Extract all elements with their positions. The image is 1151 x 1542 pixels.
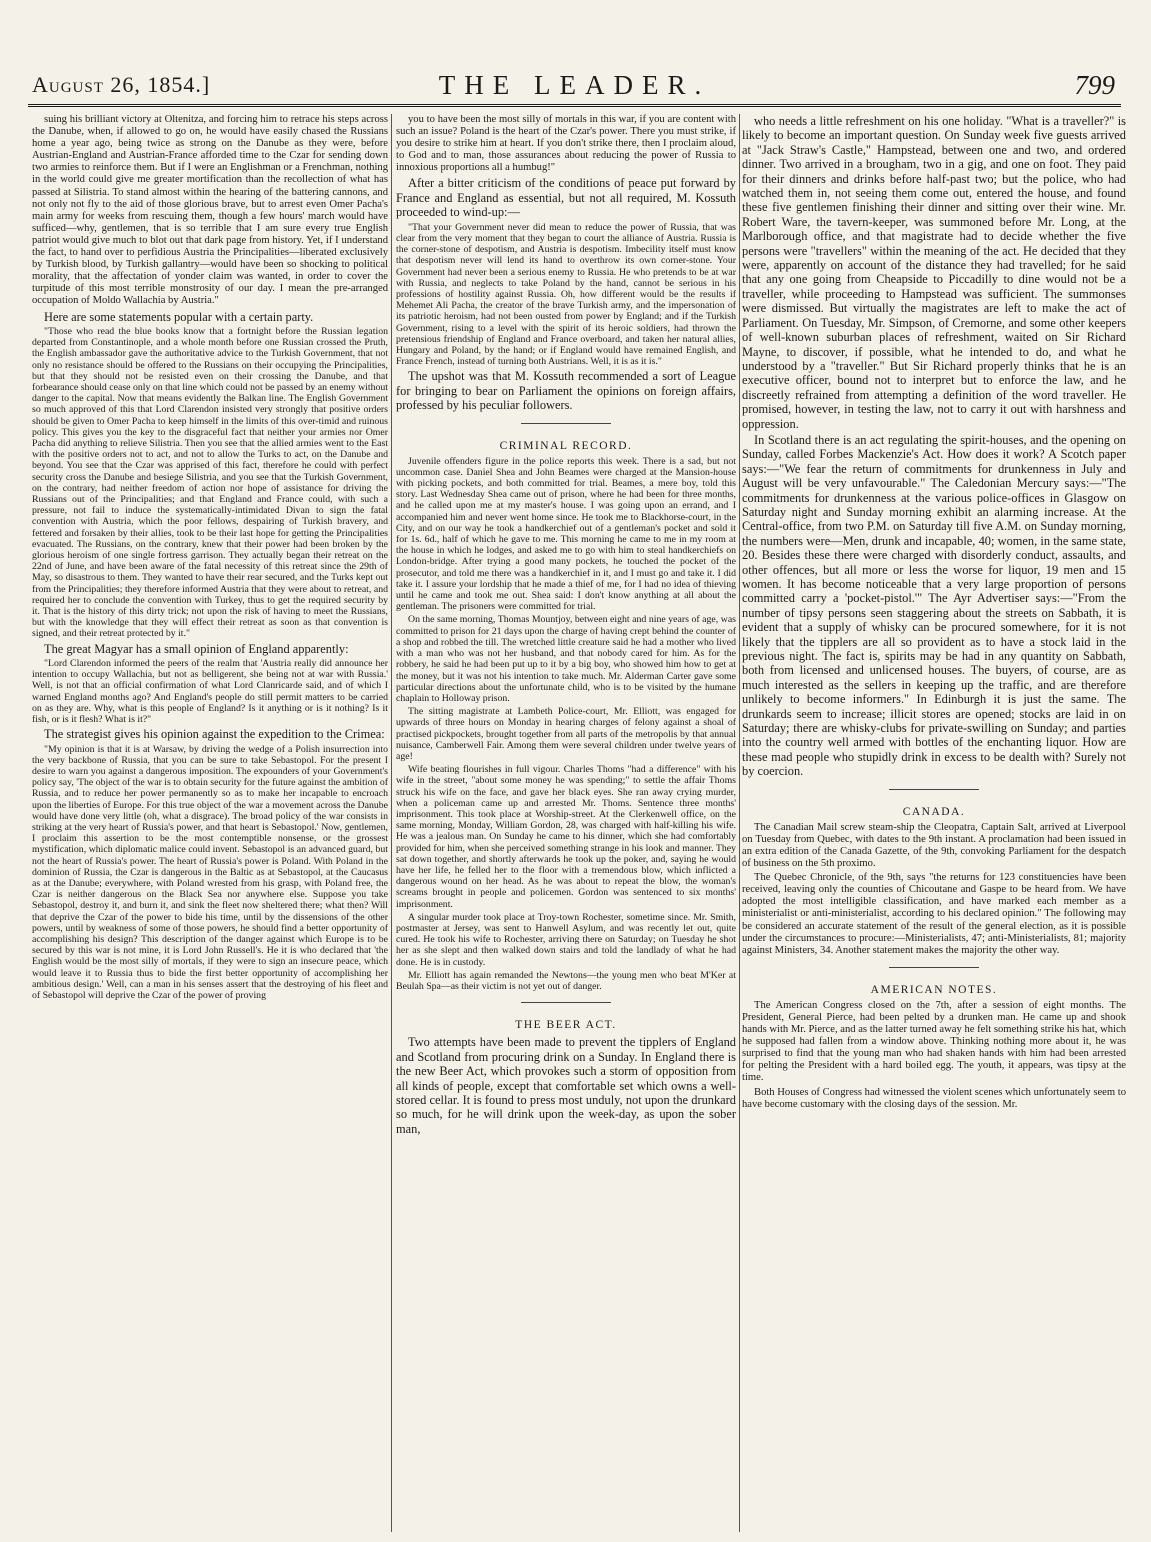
section-divider: [521, 423, 611, 424]
quoted-paragraph: "My opinion is that it is at Warsaw, by driving the wedge of a Polish insurrection into the very backbone of Russia, that you can be sure to take Sebastopol. For the present I desire to warn you against a dangerous imposition. The expounders of your Government's policy say, 'The object of the war is to obtain security for the future against the ambition of Russia, and to reduce her power permanently so as to make her incapable to encroach upon the liberties of Europe. For this true object of the war a movement across the Danube would have done very little (oh, what a disgrace). The broad policy of the war consists in striking at the very heart of Russia's power, and that heart is Sebastopol.' Now, gentlemen, I proclaim this assertion to be the most contemptible nonsense, or the grossest mystification, which diplomatic malice could invent. Sebastopol is an advanced guard, but not the heart of Russia's power. The heart of Russia's power is Poland. With Poland in the dominion of Russia, the Czar is dangerous in the Baltic as at Sebastopol, at the Caucasus as at the Danube; everywhere, with Poland wrested from his grasp, with Poland free, the Czar is neither dangerous on the Black Sea nor anywhere else. Suppose you take Sebastopol, destroy it, and burn it, and sink the fleet now sheltered there; what then? Will that deprive the Czar of the power to bide his time, until by the dissensions of the other powers, until by weakness of some of those powers, he should find a better opportunity of accomplishing his design? This description of the danger against which Europe is to be secured by this war is not mine, it is Lord John Russell's. He it is who declared that 'the English would be the most silly of mortals, if they were to sign an insecure peace, which would leave it to Russia thus to bide the first better opportunity of accomplishing her ambitious design.' Well, can a man in his senses assert that the destroying of his fleet and of Sebastopol will deprive the Czar of the power of proving: [32, 743, 388, 1002]
article-paragraph: Both Houses of Congress had witnessed the violent scenes which unfortunately seem to have become customary with the closing days of the session. Mr.: [742, 1086, 1126, 1110]
issue-date: August 26, 1854.]: [32, 72, 211, 97]
column-3: [742, 114, 1126, 1532]
article-paragraph: The sitting magistrate at Lambeth Police-court, Mr. Elliott, was engaged for upwards of three hours on Monday in hearing charges of felony against a shoal of practised pickpockets, brought together from all parts of the metropolis by that annual nuisance, Camberwell Fair. Among them were several children under twelve years of age!: [396, 706, 736, 762]
article-paragraph: The Quebec Chronicle, of the 9th, says "the returns for 123 constituencies have been received, leaving only the counties of Chicoutane and Gaspe to be heard from. We have adopted the most intelligible classification, and have marked each member as a ministerialist or anti-ministerialist, according to his declared opinion." The following may be considered an accurate statement of the result of the general election, as it is possible under the circumstances to procure:—Ministerialists, 47; anti-Ministerialists, 81; majority against Ministers, 34. Another statement makes the majority the other way.: [742, 872, 1126, 956]
article-paragraph: In Scotland there is an act regulating the spirit-houses, and the opening on Sunday, called Forbes Mackenzie's Act. How does it work? A Scotch paper says:—"We fear the return of commitments for drunkenness in July and August will be very unfavourable." The Caledonian Mercury says:—"The commitments for drunkenness at the various police-offices in Glasgow on Saturday night and Sunday morning exhibit an alarming increase. At the Central-office, from two P.M. on Saturday till five A.M. on Sunday morning, the numbers were—Men, drunk and incapable, 40; women, in the same state, 20. Besides these there were charged with disorderly conduct, assaults, and other offences, but all more or less the worse for liquor, 19 men and 15 women. It has become noticeable that a very large proportion of persons committed carry a 'pocket-pistol.'" The Ayr Advertiser says:—"From the number of tipsy persons seen staggering about the streets on Sabbath, it is evident that a supply of whisky can be procured somewhere, for it is not likely that the tipplers are all so provident as to have a stock laid in the previous night. The fact is, spirits may be had in any quantity on Sabbath, both from licensed and unlicensed houses. The buyers, of course, are as much interested as the sellers in keeping up the traffic, and are therefore unlikely to become informers." In Edinburgh it is just the same. The drunkards seem to increase; illicit stores are opened; stocks are laid in on Saturday; there are whisky-clubs for private-swilling on Sunday; and parties into the country well armed with bottles of the enchanting liquor. How are these mad people who stupidly drink in excess to be dealth with? Surely not by coercion.: [742, 432, 1126, 779]
article-paragraph: On the same morning, Thomas Mountjoy, between eight and nine years of age, was committed to prison for 21 days upon the charge of having crept behind the counter of a shop and robbed the till. The wretched little creature said he had a mother who lived with a man who was not her husband, and that nobody cared for him. As for the robbery, he said he had been put up to it by a big boy, who showed him how to get at the money, but it was not his intention to take much. Mr. Alderman Carter gave some particular directions about the unfortunate child, who is to be visited by the humane chaplain to Holloway prison.: [396, 614, 736, 704]
article-paragraph: The upshot was that M. Kossuth recommended a sort of League for bringing to bear on Parliament the opinions on foreign affairs, professed by his peculiar followers.: [396, 369, 736, 413]
section-divider: [889, 789, 979, 790]
section-divider: [521, 1002, 611, 1003]
section-heading-canada: CANADA.: [902, 805, 966, 818]
article-paragraph: The Canadian Mail screw steam-ship the Cleopatra, Captain Salt, arrived at Liverpool on Tuesday from Quebec, with dates to the 9th instant. A proclamation had been issued in an extra edition of the Canada Gazette, of the 9th, convoking Parliament for the despatch of business on the 5th proximo.: [742, 821, 1126, 870]
article-paragraph: Juvenile offenders figure in the police reports this week. There is a sad, but not uncommon case. Daniel Shea and John Beames were charged at the Mansion-house with picking pockets, and both committed for trial. Beames, a mere boy, told this story. Last Wednesday Shea came out of prison, where he had been for three months, and he called upon me at my master's house. I was going upon an errand, and I accompanied him and never went home since. He took me to Blackhorse-court, in the City, and on our way he took a handkerchief out of a gentleman's pocket and sold it for 1s. 6d., half of which he gave to me. This morning he came to me in my room at the house in which he lodges, and asked me to go with him to steal handkerchiefs on London-bridge. After trying a good many pockets, he touched the pocket of the prosecutor, and told me there was a handkerchief in it, and I must go and take it. I did take it. I assure your lordship that he made a thief of me, for I had no idea of thieving until he came and took me out. Shea said: I don't know anything at all about the gentleman. The prisoners were committed for trial.: [396, 455, 736, 613]
article-paragraph: Two attempts have been made to prevent the tipplers of England and Scotland from procuring drink on a Sunday. In England there is the new Beer Act, which provokes such a storm of opposition from all kinds of people, except that comfortable set which owns a well-stored cellar. It is found to press most unduly, not upon the drunkard so much, for he will drink upon the week-day, as upon the sober man,: [396, 1035, 736, 1136]
quoted-paragraph: "Lord Clarendon informed the peers of the realm that 'Austria really did announce her intention to occupy Wallachia, but not as belligerent, she being not at war with Russia.' Well, is not that an official confirmation of what Lord Clanricarde said, and of which I warned England months ago? And England's people do still permit matters to be carried on as they are. Why, what is this people of England? Is it anything or is it nothing? Is it fish, or is it flesh? What is it?": [32, 658, 388, 726]
masthead: [28, 68, 1121, 107]
article-paragraph: Wife beating flourishes in full vigour. Charles Thoms "had a difference" with his wife in the street, "about some money he was spending;" to settle the affair Thoms struck his wife on the face, and gave her black eyes. She ran away crying murder, when a policeman came up and arrested Mr. Thoms. Sentence three months' imprisonment. This took place at Worship-street. At the Clerkenwell office, on the same morning, Monday, William Gordon, 28, was charged with half-killing his wife. He was a jealous man. On Sunday he came to his dinner, which she had comfortably provided for him, when she perceived something strange in his look and manner. They sat down together, and shortly afterwards he took up the poker, and, saying he would have her life, he felled her to the floor with a tremendous blow, which inflicted a dangerous wound on her head. As he was about to repeat the blow, the woman's screams brought in people and policemen. Gordon was sentenced to six months' imprisonment.: [396, 764, 736, 910]
quoted-paragraph: "That your Government never did mean to reduce the power of Russia, that was clear from the very moment that they began to court the alliance of Austria. Russia is the corner-stone of despotism, and Austria is despotism. Imbecility itself must know that despotism never will lend its hand to overthrow its own corner-stone. Your Government had never been a serious enemy to Russia. He who pretends to be at war with Russia, and neglects to take Poland by the hand, cannot be serious in his professions of hostility against Russia. Oh, how different would be the results if Mehemet Ali Pacha, the creator of the brave Turkish army, and the impersonation of its patriotic heroism, had not been ousted from power by England; and if the Turkish Government, rising to a level with the spirit of its heroic soldiers, had thrown the pretensious friendship of England and France overboard, and taken her natural allies, Hungary and Poland, by the hand; or if England would have remained English, and France French, instead of turning both Austrians. Well, it is as it is.": [396, 221, 736, 368]
section-heading-beer-act: THE BEER ACT.: [515, 1019, 617, 1032]
newspaper-title: THE LEADER.: [438, 70, 711, 100]
section-heading-criminal-record: CRIMINAL RECORD.: [499, 439, 633, 452]
article-paragraph: you to have been the most silly of mortals in this war, if you are content with such an issue? Poland is the heart of the Czar's power. There you must strike, if you desire to strike him at heart. If you don't strike there, then I proclaim aloud, to God and to man, those assurances about reducing the power of Russia to innoxious proportions all a humbug!": [396, 114, 736, 174]
article-paragraph: The great Magyar has a small opinion of England apparently:: [44, 641, 349, 656]
article-paragraph: suing his brilliant victory at Oltenitza, and forcing him to retrace his steps across the Danube, when, if allowed to go on, he would have easily chased the Russians home a year ago, being twice as strong on the Danube as they were, before Austrian-England and Austrian-France afforded time to the Czar for sending down two armies to reinforce them. But if I were an Englishman or a Frenchman, nothing in the world could give me greater mortification than the recollection of what has passed at Silistria. To stand almost within the hearing of the battering cannons, and not only not fly to the aid of those glorious brave, but to arrest even Omer Pacha's main army for weeks from rescuing them, though a few hours' march would have sufficed—why, gentlemen, that is so terrible that I am sure every true English patriot would give much to blot out that dark page from history. Yet, if I understand the fact, to hand over to perfidious Austria the Principalities—liberated exclusively by Turkish blood, by Turkish gallantry—would have been so shocking to political morality, that the affectation of yonder claim was wanted, in order to cover the turpitude of this most terrible monstrosity of our day. I mean the pre-arranged occupation of Moldo Wallachia by Austria.": [32, 114, 388, 307]
article-paragraph: The strategist gives his opinion against the expedition to the Crimea:: [44, 727, 385, 742]
column-rule: [739, 114, 740, 1532]
column-1: [32, 114, 388, 1532]
article-paragraph: Here are some statements popular with a certain party.: [44, 309, 314, 324]
page-number: 799: [1074, 70, 1115, 100]
section-divider: [889, 967, 979, 968]
column-2: [396, 114, 736, 1532]
column-rule: [391, 114, 392, 1532]
section-heading-american-notes: AMERICAN NOTES.: [870, 983, 998, 996]
article-paragraph: Mr. Elliott has again remanded the Newtons—the young men who beat M'Ker at Beulah Spa—as their victim is not yet out of danger.: [396, 969, 736, 992]
article-paragraph: After a bitter criticism of the conditions of peace put forward by France and England as essential, but not all required, M. Kossuth proceeded to wind-up:—: [396, 176, 736, 220]
quoted-paragraph: "Those who read the blue books know that a fortnight before the Russian legation departed from Constantinople, and a whole month before one Russian crossed the Pruth, the English ambassador gave the authoritative advice to the Turkish Government, that not only no resistance should be offered to the Russians on their occupying the Principalities, but that they should not be resisted even on their crossing the Danube, and that forbearance should cease only on that line which could not be passed by an enemy without danger to the capital. Now that means evidently the Balkan line. The English Government so much approved of this that Lord Clarendon insisted very strongly that positive orders should be given to Omer Pacha to keep himself in the limits of this over-timid and ruinous policy. This gives you the key to the disgraceful fact that neither your armies nor Omer Pacha did anything to relieve Silistria. Then you see that the allied armies went to the East with the positive orders not to act, and not to allow the Turks to act, on the Danube and beyond. You see that the Czar was apprised of this fact, therefore he could with perfect security cross the Danube and besiege Silistria, and you see that the Turkish Government, on the contrary, had neither freedom of action nor hope of assistance for driving the Russians out of the Principalities; and that England and France could, with such a pressure, not fail to induce the systematically-intimidated Divan to sign the fatal convention with Austria, which the poor fellows, despairing of Turkish bravery, and fettered and forsaken by their allies, took to be their last hope for getting the Principalities evacuated. The Russians, on the contrary, knew that their power had been broken by the glorious heroism of one single fortress garrison. They actually began their retreat on the 22nd of June, and have been aware of the fatal necessity of this retreat since the 29th of May, so disastrous to them. They wanted to have their rear secured, and the Turks kept out from the Principalities; they therefore informed Austria that they were about to retreat, and required her to conclude the convention with Turkey, thus to get the required security by it. That is the history of this dirty trick; not upon the risk of having to meet the Russians, but with the knowledge that they will effect their retreat as soon as that convention is signed, and their retreat protected by it.": [32, 325, 388, 640]
article-paragraph: A singular murder took place at Troy-town Rochester, sometime since. Mr. Smith, postmaster at Jersey, was sent to Hanwell Asylum, and was recently let out, quite cured. He took his wife to Rochester, arriving there on Saturday; on Tuesday he shot her as she slept and then walked down stairs and told the landlady of what he had done. He is in custody.: [396, 911, 736, 968]
article-paragraph: who needs a little refreshment on his one holiday. "What is a traveller?" is likely to become an important question. On Sunday week five guests arrived at "Jack Straw's Castle," Hampstead, between one and two, and ordered dinner. Two arrived in a brougham, two in a gig, and one on foot. They paid for their dinners and drinks before half-past two; but the police, who had watched them in, not seeing them come out, entered the house, and found these five gentlemen finishing their dinner and sitting over their wine. Mr. Robert Ware, the tavern-keeper, was summoned before Mr. Long, at the Marlborough office, and that magistrate had to decide whether the five persons were "travellers" within the meaning of the act. He decided that they were, apparently on account of the distance they had travelled; for he said that any one going from Cheapside to Piccadilly to dine would not be a traveller, while proceeding to Hampstead was sufficient. The summonses were dismissed. But virtually the magistrates are left to make the act of Parliament. On Tuesday, Mr. Simpson, of Cremorne, and some other keepers of well-known suburban places of refreshment, waited on Sir Richard Mayne, to discover, if possible, what he intended to do, and what he understood by a "traveller." But Sir Richard properly thinks that he is an executive officer, bound not to interpret but to enforce the law, and he discreetly refrained from attempting a definition of the word traveller. He promised, however, in testing the law, not to carry it out with harshness and oppression.: [742, 114, 1126, 431]
article-paragraph: The American Congress closed on the 7th, after a session of eight months. The President, General Pierce, had been pelted by a drunken man. He came up and shook hands with Mr. Pierce, and as the latter turned away he felt something strike his hat, which he supposed had fallen from a window above. Thinking nothing more about it, he was surprised to find that the young man who had shaken hands with him had been arrested for pelting the President with a hard boiled egg. The youth, it appears, was tipsy at the time.: [742, 999, 1126, 1084]
